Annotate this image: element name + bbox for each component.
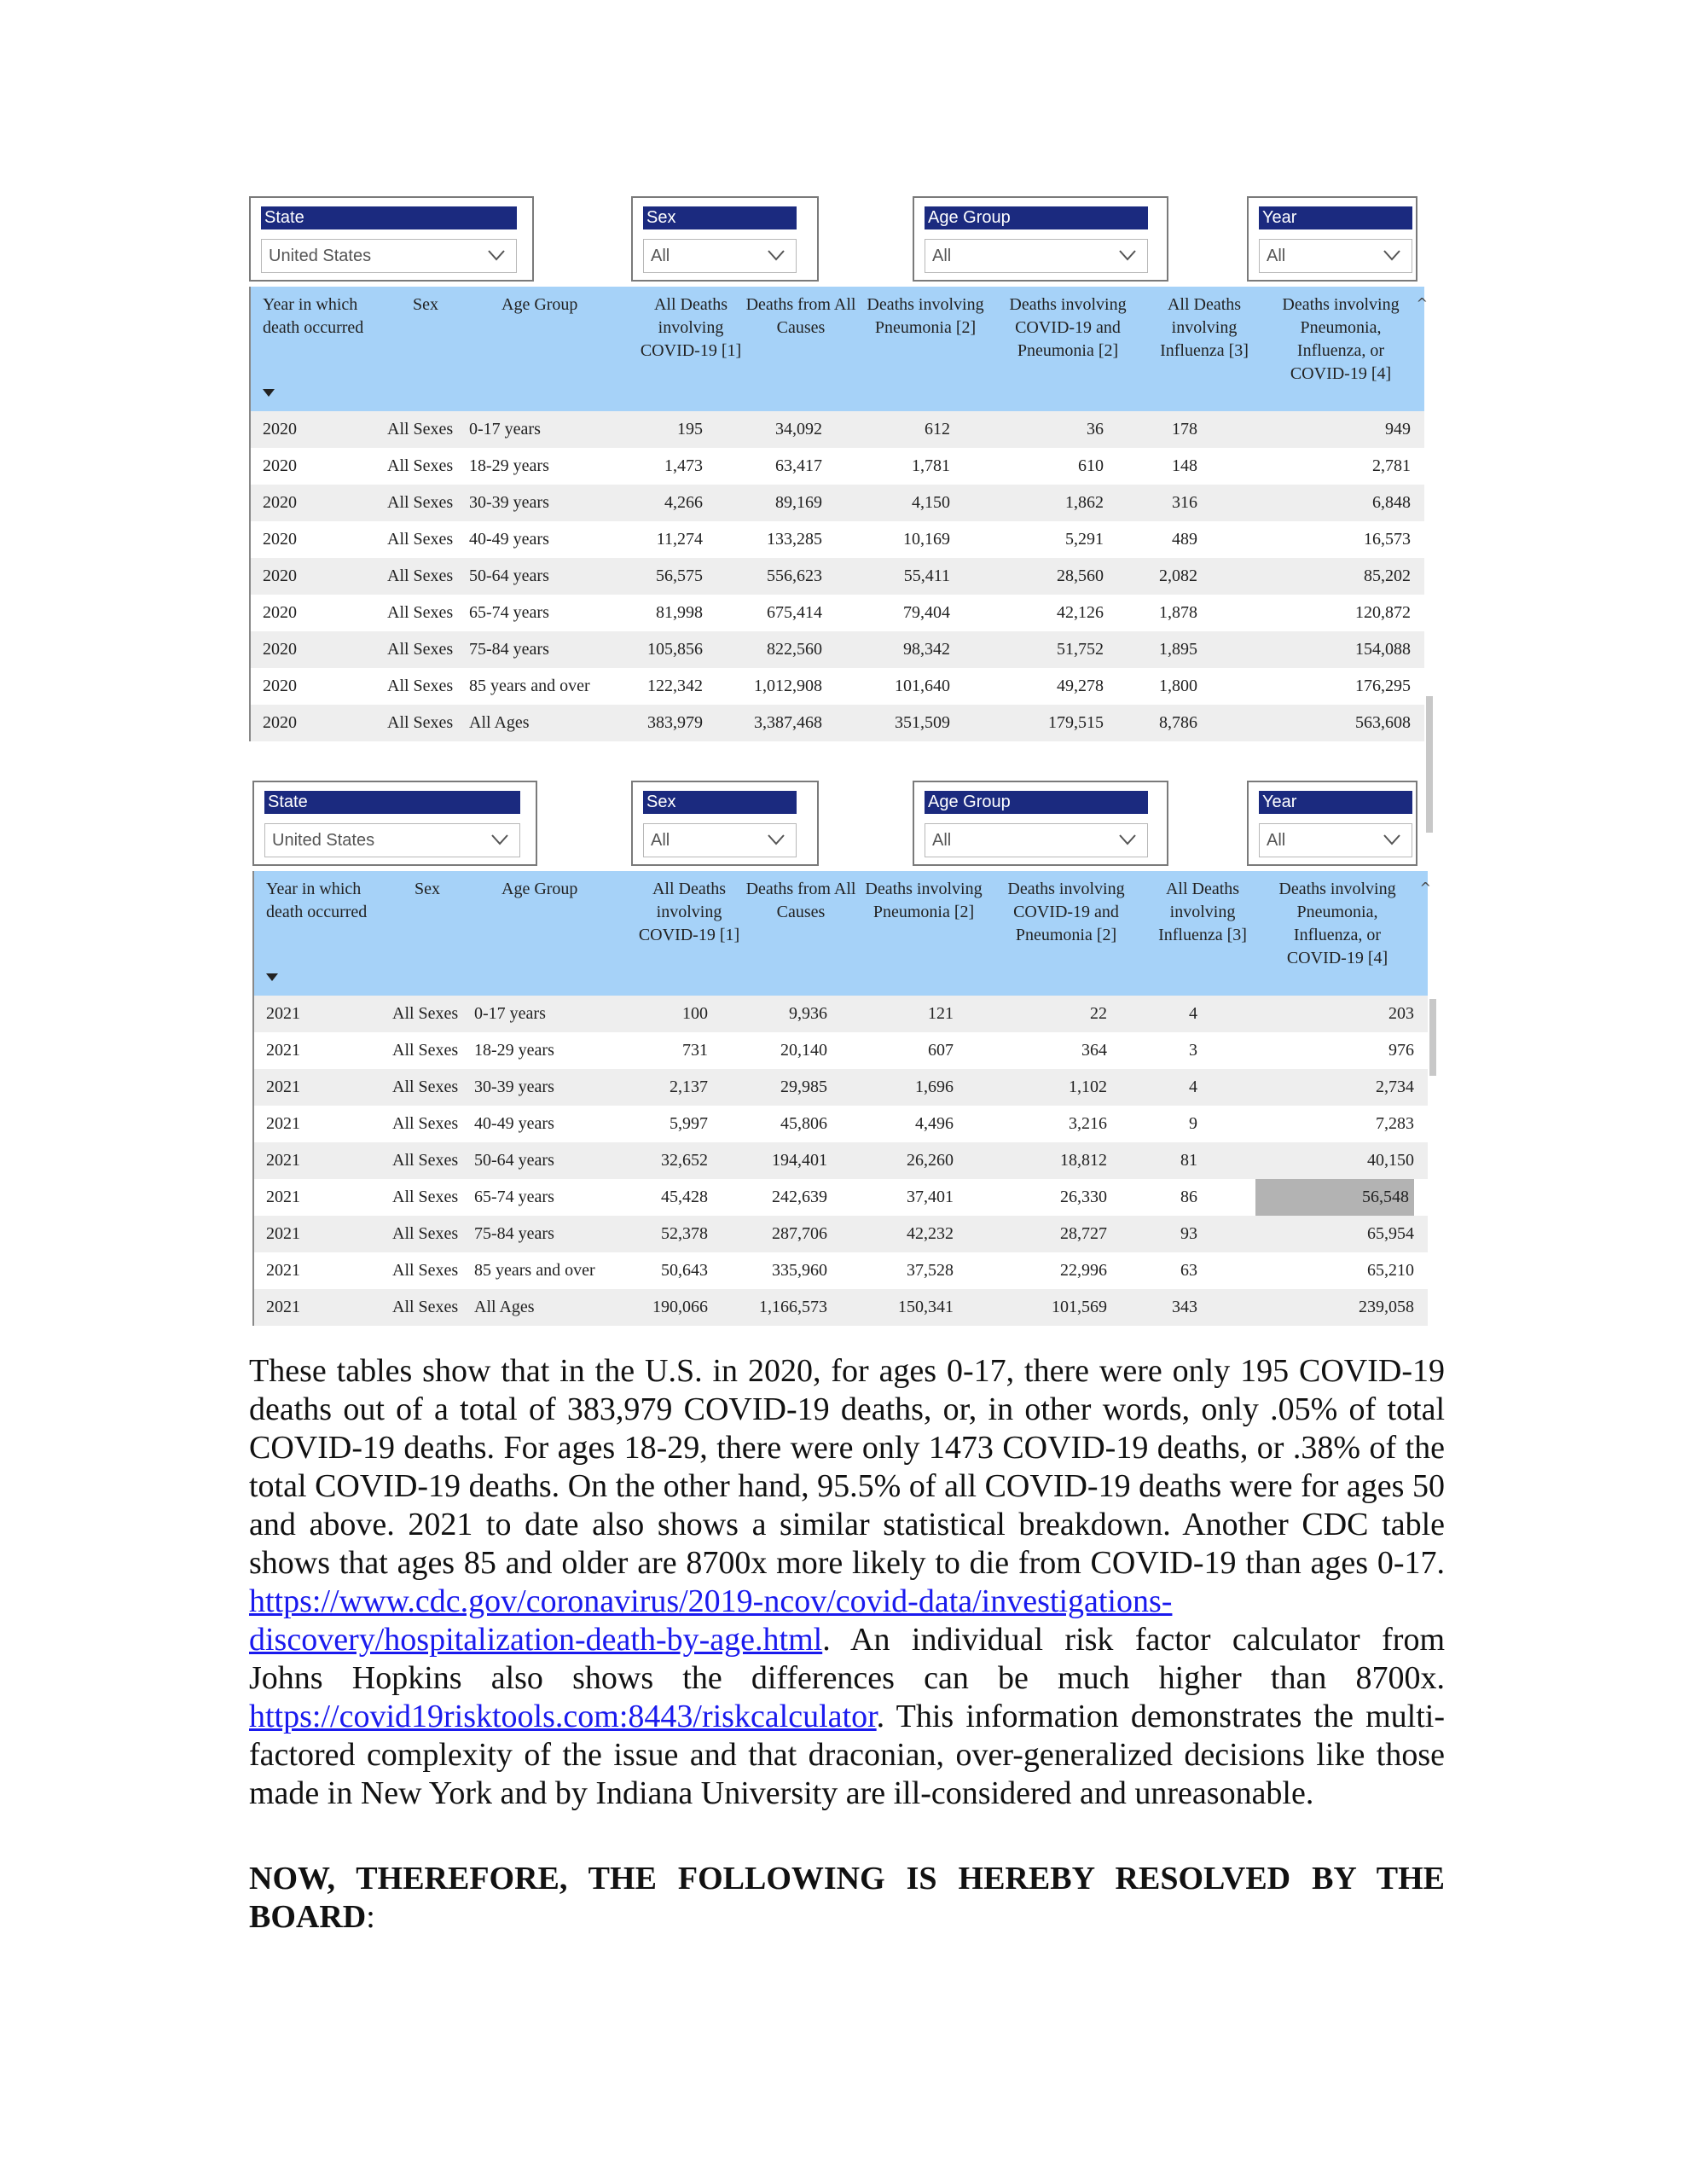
cell-influenza: 9 [1189,1114,1197,1133]
cell-influenza: 1,878 [1159,603,1197,622]
cell-year: 2020 [263,640,297,659]
cell-pneumonia: 98,342 [903,640,950,659]
table-row[interactable] [254,1289,1428,1326]
cell-influenza: 8,786 [1159,713,1197,732]
cell-covid-pneumonia: 22 [1090,1004,1107,1023]
state-filter-label: State [261,206,517,229]
cell-all-causes: 63,417 [775,456,822,475]
resolution-heading [249,1860,1445,1937]
cell-all-causes: 287,706 [772,1224,827,1243]
age-group-dropdown[interactable] [925,239,1148,273]
cell-covid-pneumonia: 22,996 [1060,1261,1107,1280]
cell-year: 2020 [263,493,297,512]
cell-sex: All Sexes [392,1004,459,1023]
cell-sex: All Sexes [392,1298,459,1316]
cell-year: 2020 [263,530,297,549]
sex-filter[interactable] [631,196,819,282]
year-value: All [1267,831,1286,850]
table-row[interactable] [251,595,1424,631]
cell-covid-deaths: 122,342 [647,677,703,695]
year-dropdown[interactable] [1259,823,1412,857]
cell-pneumonia: 121 [928,1004,954,1023]
cell-covid-deaths: 105,856 [647,640,703,659]
cell-influenza: 63 [1180,1261,1197,1280]
paragraph-text: . An individual risk factor calculator from Johns Hopkins also shows the differences can be much higher than 8700x. [249,1622,1445,1696]
cell-covid-deaths: 731 [682,1041,708,1060]
cell-covid-pneumonia: 5,291 [1065,530,1104,549]
cell-pneumonia: 42,232 [907,1224,954,1243]
sex-value: All [651,831,670,850]
cell-year: 2021 [266,1298,300,1316]
cell-age-group: 0-17 years [474,1004,546,1023]
cell-covid-pneumonia: 3,216 [1069,1114,1107,1133]
cell-covid-deaths: 1,473 [664,456,703,475]
table-body [251,411,1424,741]
age-group-value: All [932,247,952,265]
chevron-down-icon[interactable] [767,248,786,262]
header-age-group[interactable]: Age Group [501,295,578,314]
cell-all-causes: 34,092 [775,420,822,439]
state-value: United States [272,831,375,850]
header-influenza[interactable]: All Deaths involving Influenza [3] [1158,880,1247,944]
table-row[interactable] [254,1106,1428,1142]
cell-year: 2020 [263,713,297,732]
cell-covid-deaths: 81,998 [656,603,703,622]
cell-covid-pneumonia: 610 [1078,456,1104,475]
chevron-down-icon[interactable] [487,248,506,262]
cell-pneumonia-influenza-covid: 976 [1388,1041,1414,1060]
cell-age-group: 50-64 years [474,1151,554,1170]
cell-year: 2020 [263,420,297,439]
cell-sex: All Sexes [392,1224,459,1243]
cell-influenza: 343 [1172,1298,1197,1316]
cell-year: 2021 [266,1224,300,1243]
cell-age-group: All Ages [474,1298,535,1316]
cell-pneumonia-influenza-covid: 949 [1385,420,1411,439]
year-value: All [1267,247,1286,265]
header-age-group[interactable]: Age Group [501,880,578,898]
state-value: United States [269,247,372,265]
header-all-causes[interactable]: Deaths from All Causes [745,295,856,337]
age-group-filter-label: Age Group [925,791,1148,814]
cell-pneumonia-influenza-covid: 7,283 [1376,1114,1414,1133]
cell-all-causes: 1,166,573 [759,1298,827,1316]
cell-covid-pneumonia: 18,812 [1060,1151,1107,1170]
cell-pneumonia: 79,404 [903,603,950,622]
cell-year: 2021 [266,1041,300,1060]
body-paragraph [249,1352,1445,1813]
header-covid-deaths[interactable]: All Deaths involving COVID-19 [1] [640,295,742,360]
cell-sex: All Sexes [387,420,454,439]
sex-dropdown[interactable] [643,823,797,857]
chevron-down-icon[interactable] [490,833,509,846]
cell-age-group: 40-49 years [474,1114,554,1133]
cell-all-causes: 9,936 [789,1004,827,1023]
table-row[interactable] [251,485,1424,521]
state-filter[interactable] [252,781,537,866]
header-pneumonia[interactable]: Deaths involving Pneumonia [2] [867,295,984,337]
cell-influenza: 2,082 [1159,566,1197,585]
cell-all-causes: 89,169 [775,493,822,512]
scroll-up-icon[interactable]: ^ [1416,295,1428,311]
resolution-colon: : [366,1899,375,1935]
cell-influenza: 1,800 [1159,677,1197,695]
cell-sex: All Sexes [387,566,454,585]
data-table [249,287,1428,741]
table-row[interactable] [251,521,1424,558]
cell-pneumonia-influenza-covid: 239,058 [1359,1298,1414,1316]
cell-sex: All Sexes [387,603,454,622]
cell-covid-deaths: 56,575 [656,566,703,585]
cell-covid-pneumonia: 364 [1081,1041,1107,1060]
cell-pneumonia: 37,528 [907,1261,954,1280]
paragraph-text: . This information demonstrates the multi-factored complexity of the issue and that draconian, over-generalized decisions like those made in New York and by Indiana University are ill-considered and unreasonable. [249,1699,1445,1811]
resolution-text: NOW, THEREFORE, THE FOLLOWING IS HEREBY RESOLVED BY THE BOARD [249,1861,1445,1935]
cell-sex: All Sexes [387,456,454,475]
cell-pneumonia-influenza-covid: 16,573 [1364,530,1411,549]
cell-pneumonia-influenza-covid: 85,202 [1364,566,1411,585]
header-influenza[interactable]: All Deaths involving Influenza [3] [1160,295,1249,360]
cell-age-group: 30-39 years [474,1077,554,1096]
header-all-causes[interactable]: Deaths from All Causes [745,880,856,921]
year-filter[interactable] [1247,196,1417,282]
cell-influenza: 86 [1180,1188,1197,1206]
cell-year: 2021 [266,1188,300,1206]
table-row[interactable] [251,631,1424,668]
cell-influenza: 93 [1180,1224,1197,1243]
table-row[interactable] [254,1069,1428,1106]
cell-pneumonia-influenza-covid: 2,734 [1376,1077,1414,1096]
header-covid-pneumonia[interactable]: Deaths involving COVID-19 and Pneumonia [2] [1007,880,1125,944]
age-group-filter-label: Age Group [925,206,1148,229]
sex-filter[interactable] [631,781,819,866]
cell-year: 2021 [266,1114,300,1133]
cell-all-causes: 242,639 [772,1188,827,1206]
cell-pneumonia-influenza-covid: 120,872 [1355,603,1411,622]
cell-covid-deaths: 195 [677,420,703,439]
state-filter-label: State [264,791,520,814]
cell-pneumonia: 607 [928,1041,954,1060]
sex-filter-label: Sex [643,791,797,814]
cell-all-causes: 822,560 [767,640,822,659]
sex-dropdown[interactable] [643,239,797,273]
cell-covid-deaths: 2,137 [670,1077,708,1096]
cell-year: 2021 [266,1077,300,1096]
cell-age-group: 75-84 years [469,640,549,659]
cell-pneumonia-influenza-covid: 56,548 [1255,1179,1414,1216]
scroll-up-icon[interactable]: ^ [1419,880,1431,896]
cell-covid-deaths: 32,652 [661,1151,708,1170]
sex-filter-label: Sex [643,206,797,229]
risk-calculator-link[interactable]: https://covid19risktools.com:8443/riskcalculator [249,1699,877,1734]
cell-age-group: 65-74 years [474,1188,554,1206]
cell-covid-deaths: 11,274 [656,530,703,549]
cell-all-causes: 675,414 [767,603,822,622]
cell-covid-deaths: 52,378 [661,1224,708,1243]
cell-year: 2020 [263,677,297,695]
cell-age-group: All Ages [469,713,530,732]
cell-influenza: 178 [1172,420,1197,439]
sort-descending-icon[interactable] [266,973,278,981]
cell-influenza: 316 [1172,493,1197,512]
header-pneumonia-influenza-covid[interactable]: Deaths involving Pneumonia, Influenza, or COVID-19 [4] [1282,295,1400,383]
cell-all-causes: 335,960 [772,1261,827,1280]
cell-sex: All Sexes [387,713,454,732]
cell-all-causes: 133,285 [767,530,822,549]
cell-covid-pneumonia: 28,560 [1057,566,1104,585]
state-dropdown[interactable] [261,239,517,273]
cell-pneumonia: 4,496 [915,1114,954,1133]
cdc-link[interactable]: https://www.cdc.gov/coronavirus/2019-ncov/covid-data/investigations-discovery/hospitalization-death-by-age.html [249,1583,1173,1658]
cell-sex: All Sexes [392,1261,459,1280]
table-header [251,287,1428,411]
cell-covid-deaths: 190,066 [652,1298,708,1316]
cell-covid-pneumonia: 28,727 [1060,1224,1107,1243]
cell-age-group: 65-74 years [469,603,549,622]
table-panel-2020 [249,196,1431,746]
header-year[interactable]: Year in which death occurred [263,295,364,337]
cell-pneumonia: 150,341 [898,1298,954,1316]
header-sex[interactable]: Sex [413,295,438,314]
table-row[interactable] [251,448,1424,485]
cell-year: 2020 [263,603,297,622]
age-group-dropdown[interactable] [925,823,1148,857]
table-row[interactable] [251,668,1424,705]
cell-age-group: 85 years and over [469,677,590,695]
cell-age-group: 40-49 years [469,530,549,549]
cell-age-group: 30-39 years [469,493,549,512]
cell-covid-pneumonia: 49,278 [1057,677,1104,695]
cell-age-group: 50-64 years [469,566,549,585]
table-row[interactable] [251,705,1424,741]
table-row[interactable] [254,1252,1428,1289]
state-filter[interactable] [249,196,534,282]
cell-sex: All Sexes [392,1188,459,1206]
table-panel-2021 [249,781,1431,1327]
header-pneumonia-influenza-covid[interactable]: Deaths involving Pneumonia, Influenza, or COVID-19 [4] [1278,880,1396,967]
cell-age-group: 18-29 years [469,456,549,475]
cell-all-causes: 20,140 [780,1041,827,1060]
cell-year: 2020 [263,456,297,475]
cell-age-group: 75-84 years [474,1224,554,1243]
chevron-down-icon[interactable] [1118,248,1137,262]
cell-covid-pneumonia: 36 [1087,420,1104,439]
cell-influenza: 148 [1172,456,1197,475]
cell-pneumonia: 351,509 [895,713,950,732]
cell-covid-pneumonia: 1,102 [1069,1077,1107,1096]
cell-pneumonia-influenza-covid: 65,210 [1367,1261,1414,1280]
cell-pneumonia: 37,401 [907,1188,954,1206]
chevron-down-icon[interactable] [1383,833,1401,846]
cell-age-group: 85 years and over [474,1261,595,1280]
header-sex[interactable]: Sex [415,880,440,898]
cell-influenza: 1,895 [1159,640,1197,659]
table-row[interactable] [254,1142,1428,1179]
cell-influenza: 3 [1189,1041,1197,1060]
cell-covid-deaths: 5,997 [670,1114,708,1133]
cell-year: 2020 [263,566,297,585]
cell-sex: All Sexes [392,1041,459,1060]
cell-covid-deaths: 45,428 [661,1188,708,1206]
cell-pneumonia: 101,640 [895,677,950,695]
cell-sex: All Sexes [387,640,454,659]
table-row[interactable] [254,1216,1428,1252]
cell-age-group: 0-17 years [469,420,541,439]
chevron-down-icon[interactable] [1118,833,1137,846]
table-row[interactable] [254,996,1428,1032]
cell-sex: All Sexes [387,493,454,512]
cell-covid-pneumonia: 1,862 [1065,493,1104,512]
cell-pneumonia: 1,781 [912,456,950,475]
cell-covid-pneumonia: 179,515 [1048,713,1104,732]
cell-year: 2021 [266,1261,300,1280]
cell-covid-deaths: 383,979 [647,713,703,732]
cell-influenza: 4 [1189,1077,1197,1096]
cell-covid-pneumonia: 51,752 [1057,640,1104,659]
cell-pneumonia: 26,260 [907,1151,954,1170]
cell-pneumonia: 4,150 [912,493,950,512]
year-filter-label: Year [1259,206,1412,229]
table-row[interactable] [251,558,1424,595]
year-filter-label: Year [1259,791,1412,814]
age-group-filter[interactable] [913,781,1168,866]
cell-pneumonia-influenza-covid: 6,848 [1372,493,1411,512]
cell-all-causes: 556,623 [767,566,822,585]
cell-all-causes: 45,806 [780,1114,827,1133]
cell-pneumonia-influenza-covid: 203 [1388,1004,1414,1023]
header-year[interactable]: Year in which death occurred [266,880,368,921]
cell-pneumonia-influenza-covid: 154,088 [1355,640,1411,659]
chevron-down-icon[interactable] [1383,248,1401,262]
cell-sex: All Sexes [392,1077,459,1096]
table-header [254,871,1431,996]
age-group-filter[interactable] [913,196,1168,282]
header-covid-deaths[interactable]: All Deaths involving COVID-19 [1] [638,880,740,944]
year-dropdown[interactable] [1259,239,1412,273]
state-dropdown[interactable] [264,823,520,857]
cell-covid-deaths: 100 [682,1004,708,1023]
cell-sex: All Sexes [387,677,454,695]
scrollbar-thumb[interactable] [1429,999,1436,1076]
cell-year: 2021 [266,1151,300,1170]
cell-age-group: 18-29 years [474,1041,554,1060]
cell-covid-deaths: 4,266 [664,493,703,512]
cell-influenza: 489 [1172,530,1197,549]
cell-sex: All Sexes [392,1114,459,1133]
cell-pneumonia-influenza-covid: 40,150 [1367,1151,1414,1170]
cell-all-causes: 3,387,468 [754,713,822,732]
cell-all-causes: 1,012,908 [754,677,822,695]
cell-sex: All Sexes [387,530,454,549]
table-row[interactable] [251,411,1424,448]
sort-descending-icon[interactable] [263,389,275,397]
cell-pneumonia: 1,696 [915,1077,954,1096]
cell-all-causes: 194,401 [772,1151,827,1170]
cell-pneumonia-influenza-covid: 2,781 [1372,456,1411,475]
cell-pneumonia-influenza-covid: 65,954 [1367,1224,1414,1243]
header-pneumonia[interactable]: Deaths involving Pneumonia [2] [865,880,983,921]
age-group-value: All [932,831,952,850]
paragraph-text: These tables show that in the U.S. in 2020, for ages 0-17, there were only 195 COVID-19 deaths out of a total of 383,979 COVID-19 deaths, or, in other words, only .05% of total COVID-19 deaths. For ages 18-29, there were only 1473 COVID-19 deaths, or .38% of the total COVID-19 deaths. On the other hand, 95.5% of all COVID-19 deaths were for ages 50 and above. 2021 to date also shows a similar statistical breakdown. Another CDC table shows that ages 85 and older are 8700x more likely to die from COVID-19 than ages 0-17. [249,1353,1445,1581]
cell-pneumonia-influenza-covid: 563,608 [1355,713,1411,732]
table-body [254,996,1428,1326]
cell-pneumonia-influenza-covid: 176,295 [1355,677,1411,695]
data-table [252,871,1431,1326]
cell-covid-pneumonia: 26,330 [1060,1188,1107,1206]
cell-covid-deaths: 50,643 [661,1261,708,1280]
cell-influenza: 4 [1189,1004,1197,1023]
cell-pneumonia: 612 [925,420,950,439]
cell-covid-pneumonia: 42,126 [1057,603,1104,622]
sex-value: All [651,247,670,265]
cell-influenza: 81 [1180,1151,1197,1170]
cell-all-causes: 29,985 [780,1077,827,1096]
table-row[interactable] [254,1179,1428,1216]
cell-sex: All Sexes [392,1151,459,1170]
chevron-down-icon[interactable] [767,833,786,846]
table-row[interactable] [254,1032,1428,1069]
cell-year: 2021 [266,1004,300,1023]
cell-covid-pneumonia: 101,569 [1052,1298,1107,1316]
header-covid-pneumonia[interactable]: Deaths involving COVID-19 and Pneumonia [2] [1009,295,1127,360]
cell-pneumonia: 55,411 [903,566,950,585]
cell-pneumonia: 10,169 [903,530,950,549]
year-filter[interactable] [1247,781,1417,866]
